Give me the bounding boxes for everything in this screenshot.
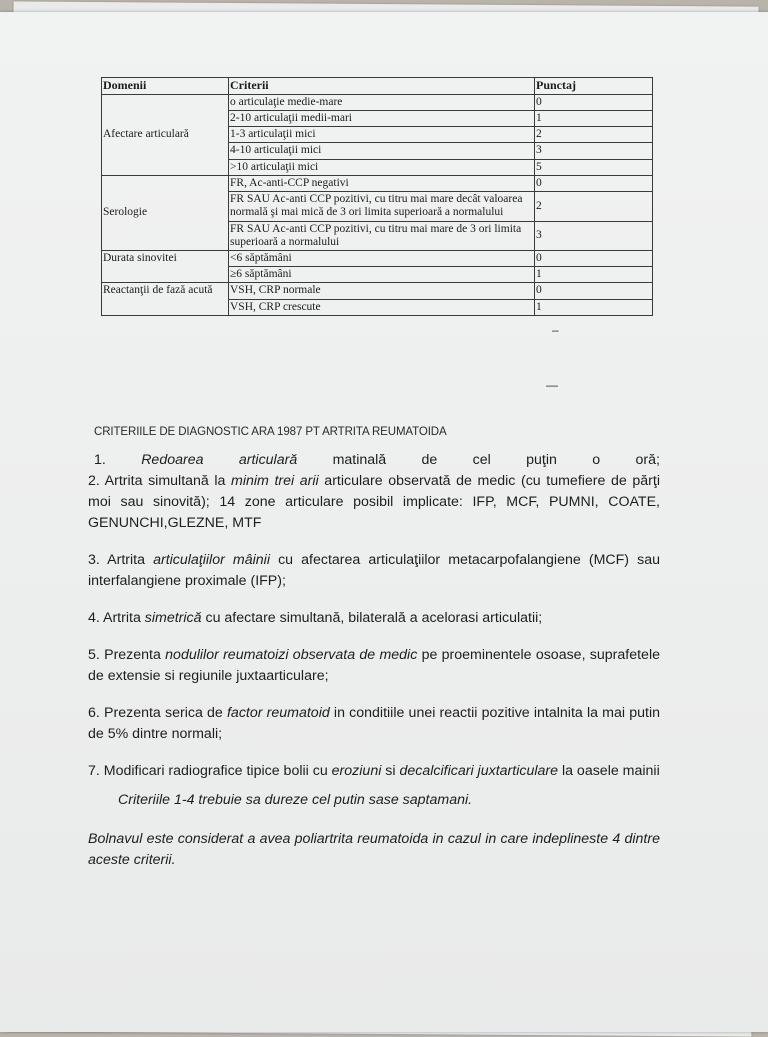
criterion-item-5 xyxy=(88,645,660,687)
pen-dash-mark: — xyxy=(546,378,558,392)
criterion-cell: ≥6 săptămâni xyxy=(229,267,535,283)
criterion-item-6 xyxy=(88,703,660,745)
domain-serology: Serologie xyxy=(102,175,229,250)
header-criteria: Criterii xyxy=(229,78,535,95)
domain-acute-phase-reactants: Reactanţii de fază acută xyxy=(102,283,229,315)
duration-note: Criteriile 1-4 trebuie sa dureze cel putin sase saptamani. xyxy=(118,792,473,808)
diagnosis-rule: Bolnavul este considerat a avea poliartrita reumatoida in cazul in care indeplineste 4 dintre aceste criterii. xyxy=(88,831,660,868)
criterion-item-2 xyxy=(88,471,660,534)
item-text: 2. Artrita simultană la xyxy=(88,473,232,489)
item-emphasis: articulaţiilor mâinii xyxy=(153,552,270,568)
item-text: la oasele mainii xyxy=(558,763,660,779)
item-text: in conditiile unei reactii pozitive intalnita la mai putin de 5% dintre normali; xyxy=(88,705,660,742)
criterion-cell: 2-10 articulaţii medii-mari xyxy=(229,111,535,127)
score-cell: 1 xyxy=(535,111,653,127)
item-word: Redoarea xyxy=(141,452,204,468)
score-cell: 0 xyxy=(535,283,653,299)
score-cell: 3 xyxy=(535,143,653,159)
criterion-cell: VSH, CRP crescute xyxy=(229,299,535,315)
item-emphasis: decalcificari juxtarticulare xyxy=(399,763,558,779)
item-emphasis: eroziuni xyxy=(331,763,382,779)
item-emphasis: simetrică xyxy=(144,610,202,626)
table-row xyxy=(102,94,653,110)
item-word: matinală xyxy=(332,452,387,468)
item-number: 1. xyxy=(94,452,106,468)
score-cell: 1 xyxy=(535,299,653,315)
criterion-cell: FR SAU Ac-anti CCP pozitivi, cu titru mai mare decât valoarea normală şi mai mică de 3 ori limita superioară a normalului xyxy=(229,192,535,221)
item-text: 7. Modificari radiografice tipice bolii cu xyxy=(88,763,332,779)
score-cell: 5 xyxy=(535,159,653,175)
criterion-cell: o articulaţie medie-mare xyxy=(229,94,535,110)
domain-synovitis-duration: Durata sinovitei xyxy=(102,250,229,282)
item-emphasis: factor reumatoid xyxy=(226,705,330,721)
score-cell: 0 xyxy=(535,250,653,266)
criterion-cell: FR, Ac-anti-CCP negativi xyxy=(229,175,535,191)
section-caption: CRITERIILE DE DIAGNOSTIC ARA 1987 PT ARTRITA REUMATOIDA xyxy=(94,426,447,438)
table-row xyxy=(102,283,653,299)
score-cell: 0 xyxy=(535,94,653,110)
criterion-cell: 1-3 articulaţii mici xyxy=(229,127,535,143)
item-word: de xyxy=(421,452,438,468)
item-word: articulară xyxy=(238,452,298,468)
item-text: 5. Prezenta xyxy=(88,647,166,663)
item-text: cu afectare simultană, bilaterală a acelorasi articulatii; xyxy=(201,610,543,626)
item-text: 3. Artrita xyxy=(88,552,154,568)
criterion-cell: >10 articulaţii mici xyxy=(229,159,535,175)
criterion-cell: <6 săptămâni xyxy=(229,250,535,266)
score-cell: 1 xyxy=(535,267,653,283)
item-text: pe proeminentele osoase, suprafetele de extensie si regiunile juxtaarticulare; xyxy=(88,647,660,684)
score-cell: 3 xyxy=(535,221,653,250)
score-cell: 2 xyxy=(535,127,653,143)
criterion-cell: 4-10 articulaţii mici xyxy=(229,143,535,159)
criterion-cell: FR SAU Ac-anti CCP pozitivi, cu titru mai mare de 3 ori limita superioară a normalului xyxy=(229,221,535,250)
item-text: si xyxy=(381,763,400,779)
criterion-item-3 xyxy=(88,550,660,592)
scoring-table xyxy=(101,77,653,316)
item-word: cel xyxy=(472,452,491,468)
criterion-item-4 xyxy=(88,608,660,629)
item-text: articulare observată de medic (cu tumefiere de părţi moi sau sinovită); 14 zone articulare posibil implicate: IFP, MCF, PUMNI, COATE, GENUNCHI,GLEZNE, MTF xyxy=(88,473,660,531)
header-domain: Domenii xyxy=(102,78,229,95)
pen-dash-mark: – xyxy=(552,323,559,337)
criteria-list xyxy=(88,450,660,885)
item-emphasis: nodulilor reumatoizi observata de medic xyxy=(165,647,418,663)
score-cell: 0 xyxy=(535,175,653,191)
score-cell: 2 xyxy=(535,192,653,221)
header-score: Punctaj xyxy=(535,78,653,95)
table-row xyxy=(102,250,653,266)
table-header-row xyxy=(102,78,653,95)
criterion-cell: VSH, CRP normale xyxy=(229,283,535,299)
item-text: 4. Artrita xyxy=(88,610,145,626)
domain-joint-involvement: Afectare articulară xyxy=(102,94,229,175)
item-emphasis: minim trei arii xyxy=(231,473,319,489)
item-word: o xyxy=(592,452,601,468)
item-text: cu afectarea articulaţiilor metacarpofalangiene (MCF) sau interfalangiene proximale (IFP); xyxy=(88,552,660,589)
item-word: oră; xyxy=(635,452,660,468)
item-word: puţin xyxy=(526,452,557,468)
item-text: 6. Prezenta serica de xyxy=(88,705,227,721)
table-row xyxy=(102,175,653,191)
criterion-item-7 xyxy=(88,761,660,782)
criterion-item-1 xyxy=(88,450,660,471)
